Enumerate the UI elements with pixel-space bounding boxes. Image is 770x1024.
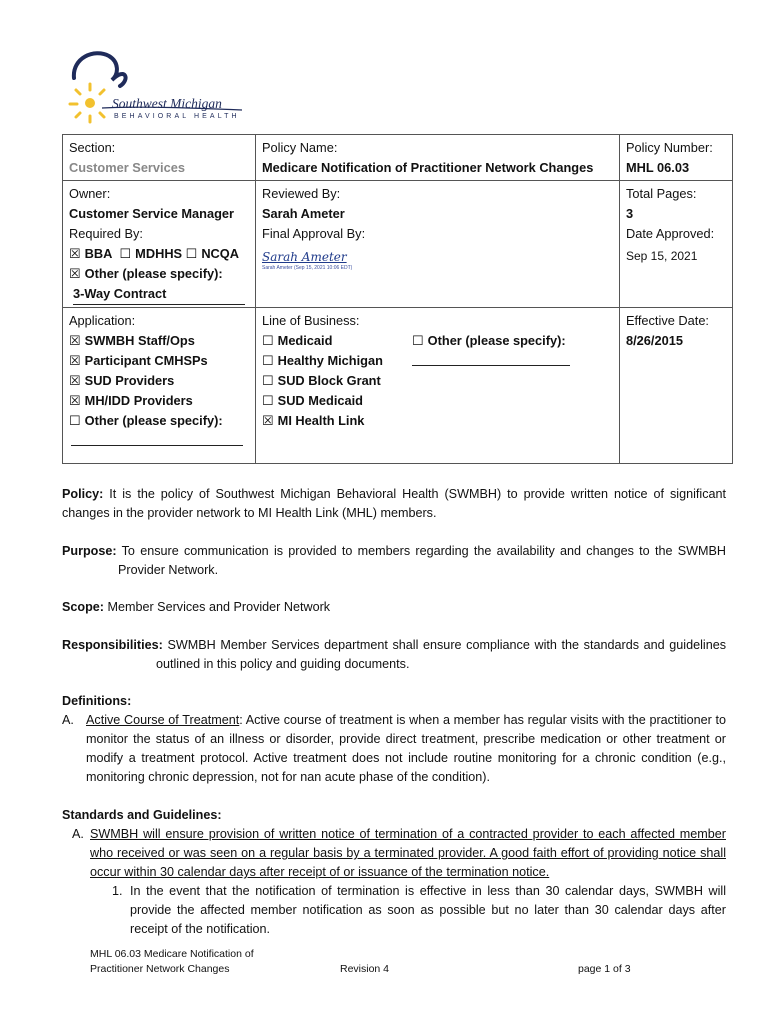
- header-row-3: [63, 308, 733, 464]
- standard-a-text: SWMBH will ensure provision of written notice of termination of a contracted provider to each affected member who received or was seen on a regular basis by a terminated provider. A good faith effort of providing notice shall occur within 30 calendar days after receipt of or issuance of the termination notice.: [90, 827, 726, 879]
- lob-medicaid-label: Medicaid: [277, 333, 333, 348]
- definition-a: [62, 711, 726, 787]
- lob-list: [262, 331, 412, 431]
- checkbox-app-staff[interactable]: ☒: [69, 333, 81, 348]
- checkbox-lob-healthy-michigan[interactable]: ☐: [262, 353, 274, 368]
- effective-label: Effective Date:: [626, 313, 709, 328]
- logo-subtitle: BEHAVIORAL HEALTH: [114, 113, 240, 120]
- logo-name: Southwest Michigan: [112, 96, 222, 111]
- scope-label: Scope:: [62, 600, 104, 614]
- date-approved-label: Date Approved:: [626, 226, 715, 241]
- lob-other-label: Other (please specify):: [427, 333, 566, 348]
- checkbox-app-sud[interactable]: ☒: [69, 373, 81, 388]
- date-approved-value: Sep 15, 2021: [626, 249, 698, 263]
- app-other-blank[interactable]: [71, 431, 243, 446]
- scope-text: Member Services and Provider Network: [107, 600, 331, 614]
- policy-name-label: Policy Name:: [262, 140, 338, 155]
- policy-paragraph: [62, 485, 726, 523]
- footer-revision: Revision 4: [340, 963, 390, 975]
- application-label: Application:: [69, 313, 136, 328]
- footer-doc-line2: Practitioner Network Changes: [90, 963, 230, 975]
- lob-healthy-michigan-label: Healthy Michigan: [277, 353, 383, 368]
- application-cell: [63, 308, 256, 464]
- definition-a-marker: A.: [62, 713, 74, 727]
- app-other-label: Other (please specify):: [84, 413, 223, 428]
- lob-sud-block-grant-label: SUD Block Grant: [277, 373, 381, 388]
- approval-signature: Sarah Ameter: [262, 250, 347, 264]
- scope-paragraph: [62, 598, 726, 617]
- final-approval-label: Final Approval By:: [262, 226, 366, 241]
- purpose-paragraph: [62, 542, 726, 580]
- required-ncqa-label: NCQA: [201, 246, 239, 261]
- section-cell: [63, 135, 256, 181]
- total-pages-value: 3: [626, 206, 634, 221]
- reviewed-approval-cell: [256, 181, 620, 308]
- footer-page-number: page 1 of 3: [578, 963, 631, 975]
- header-row-1: [63, 135, 733, 181]
- checkbox-lob-sud-medicaid[interactable]: ☐: [262, 393, 274, 408]
- lob-mi-health-link-label: MI Health Link: [277, 413, 365, 428]
- policy-number-value: MHL 06.03: [626, 160, 690, 175]
- standard-a: [72, 825, 726, 882]
- lob-label: Line of Business:: [262, 313, 360, 328]
- checkbox-lob-medicaid[interactable]: ☐: [262, 333, 274, 348]
- lob-other: [412, 331, 570, 431]
- app-cmhsps-label: Participant CMHSPs: [84, 353, 208, 368]
- purpose-label: Purpose:: [62, 544, 117, 558]
- definitions-heading: Definitions:: [62, 694, 132, 708]
- checkbox-ncqa[interactable]: ☐: [185, 246, 198, 261]
- responsibilities-paragraph: [62, 636, 726, 674]
- owner-value: Customer Service Manager: [69, 206, 235, 221]
- policy-number-label: Policy Number:: [626, 140, 713, 155]
- lob-other-blank[interactable]: [412, 351, 570, 366]
- footer-doc-line1: MHL 06.03 Medicare Notification of: [90, 948, 254, 960]
- total-pages-label: Total Pages:: [626, 186, 697, 201]
- checkbox-required-other[interactable]: ☒: [69, 266, 81, 281]
- app-mhidd-label: MH/IDD Providers: [84, 393, 193, 408]
- policy-name-cell: [256, 135, 620, 181]
- app-staff-label: SWMBH Staff/Ops: [84, 333, 195, 348]
- policy-header-table: [62, 134, 733, 464]
- policy-text: It is the policy of Southwest Michigan Behavioral Health (SWMBH) to provide written notice of significant changes in the provider network to MI Health Link (MHL) members.: [62, 487, 727, 520]
- owner-required-cell: [63, 181, 256, 308]
- required-options: [69, 244, 249, 264]
- responsibilities-label: Responsibilities:: [62, 638, 163, 652]
- pages-date-cell: [620, 181, 733, 308]
- footer-document-title: [90, 947, 254, 977]
- checkbox-app-cmhsps[interactable]: ☒: [69, 353, 81, 368]
- standard-a1: [112, 882, 726, 939]
- policy-label: Policy:: [62, 487, 104, 501]
- effective-date-cell: [620, 308, 733, 464]
- signature-note: Sarah Ameter (Sep 15, 2021 10:06 EDT): [262, 265, 353, 271]
- definition-a-term: Active Course of Treatment: [86, 713, 240, 727]
- checkbox-lob-other[interactable]: ☐: [412, 333, 424, 348]
- required-mdhhs-label: MDHHS: [135, 246, 183, 261]
- required-bba-label: BBA: [84, 246, 113, 261]
- checkbox-lob-sud-block-grant[interactable]: ☐: [262, 373, 274, 388]
- lob-sud-medicaid-label: SUD Medicaid: [277, 393, 363, 408]
- standards-heading: Standards and Guidelines:: [62, 808, 222, 822]
- standard-a1-text: In the event that the notification of termination is effective in less than 30 calendar days, SWMBH will provide the affected member notification as soon as possible but no later than 30 calendar days after receipt of the notification.: [130, 884, 726, 936]
- header-row-2: [63, 181, 733, 308]
- policy-name-value: Medicare Notification of Practitioner Network Changes: [262, 160, 594, 175]
- required-other-label: Other (please specify):: [84, 266, 223, 281]
- effective-value: 8/26/2015: [626, 333, 683, 348]
- definition-a-text: : Active course of treatment is when a member has regular visits with the practitioner to monitor the status of an illness or disorder, provide direct treatment, prescribe medication or other treatment or modify a treatment protocol. Active treatment does not include routine monitoring for a chronic condition (e.g., monitoring chronic depression, not for nan acute phase of the condition).: [86, 713, 726, 784]
- line-of-business-cell: [256, 308, 620, 464]
- standard-a-marker: A.: [72, 827, 84, 841]
- purpose-text: To ensure communication is provided to members regarding the availability and changes to the SWMBH Provider Network.: [118, 544, 726, 577]
- checkbox-mdhhs[interactable]: ☐: [119, 246, 132, 261]
- required-label: Required By:: [69, 226, 143, 241]
- owner-label: Owner:: [69, 186, 111, 201]
- policy-number-cell: [620, 135, 733, 181]
- reviewed-label: Reviewed By:: [262, 186, 341, 201]
- required-other-value: 3-Way Contract: [73, 284, 245, 305]
- reviewed-value: Sarah Ameter: [262, 206, 345, 221]
- standard-a1-marker: 1.: [112, 884, 123, 898]
- section-label: Section:: [69, 140, 116, 155]
- checkbox-app-other[interactable]: ☐: [69, 413, 81, 428]
- checkbox-app-mhidd[interactable]: ☒: [69, 393, 81, 408]
- section-value: Customer Services: [69, 160, 185, 175]
- responsibilities-text: SWMBH Member Services department shall ensure compliance with the standards and guidelines outlined in this policy and guiding documents.: [156, 638, 727, 671]
- app-sud-label: SUD Providers: [84, 373, 175, 388]
- checkbox-bba[interactable]: ☒: [69, 246, 81, 261]
- checkbox-lob-mi-health-link[interactable]: ☒: [262, 413, 274, 428]
